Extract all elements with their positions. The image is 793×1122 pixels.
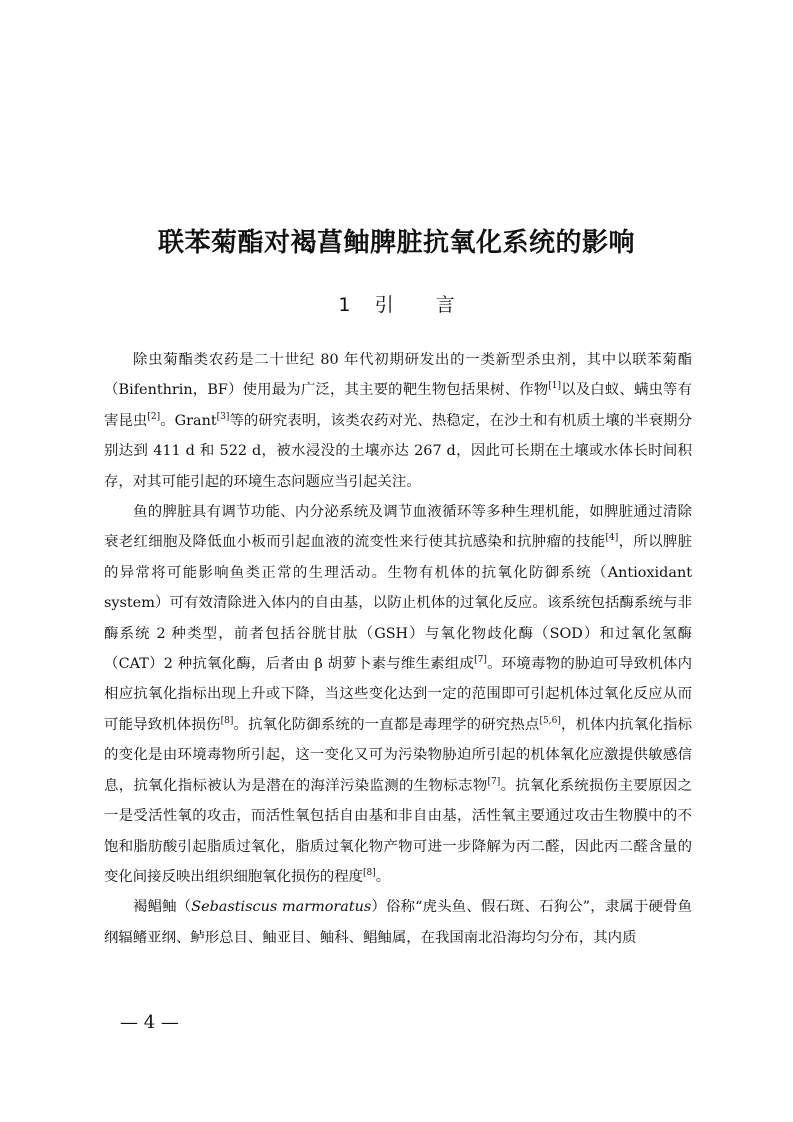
body-text xyxy=(104,345,692,953)
text-run: 除虫菊酯类农药是二十世纪 80 年代初期研发出的一类新型杀虫剂，其中以联苯菊酯（Bifenthrin，BF）使用最为广泛，其主要的靶生物包括果树、作物 xyxy=(104,352,692,399)
text-run: 。抗氧化防御系统的一直都是毒理学的研究热点 xyxy=(233,716,540,733)
section-heading-text: 引言 xyxy=(374,294,497,316)
text-run: ，机体内抗氧化指标的变化是由环境毒物所引起，这一变化又可为污染物胁迫所引起的机体氧化应激提供敏感信息，抗氧化指标被认为是潜在的海洋污染监测的生物标志物 xyxy=(104,716,692,794)
text-run: ）俗称“虎头鱼、假石斑、石狗公”，隶属于硬骨鱼纲辐鳍亚纲、鲈形总目、鲉亚目、鲉科、鲳鲉属，在我国南北沿海均匀分布，其内质 xyxy=(104,899,692,946)
text-run: 。环境毒物的胁迫可导致机体内相应抗氧化指标出现上升或下降，当这些变化达到一定的范围即可引起机体过氧化反应从而可能导致机体损伤 xyxy=(104,656,692,733)
citation-ref: [7] xyxy=(474,655,487,666)
citation-ref: [2] xyxy=(147,412,161,423)
citation-ref: [4] xyxy=(605,533,619,544)
text-run: ，所以脾脏的异常将可能影响鱼类正常的生理活动。生物有机体的抗氧化防御系统（Antioxidant system）可有效清除进入体内的自由基，以防止机体的过氧化反应。该系统包括酶系统与非酶系统 2 种类型，前者包括谷胱甘肽（GSH）与氧化物歧化酶（SOD）和过氧化氢酶（CAT）2 种抗氧化酶，后者由 β 胡萝卜素与维生素组成 xyxy=(104,534,692,673)
text-run: 等的研究表明，该类农药对光、热稳定，在沙土和有机质土壤的半衰期分别达到 411 d 和 522 d，被水浸没的土壤亦达 267 d，因此可长期在土壤或水体长时间积存，对其可能引起的环境生态问题应当引起关注。 xyxy=(104,412,692,490)
paper-title: 联苯菊酯对褐菖鲉脾脏抗氧化系统的影响 xyxy=(157,228,635,258)
text-run: 鱼的脾脏具有调节功能、内分泌系统及调节血液循环等多种生理机能，如脾脏通过清除衰老红细胞及降低血小板而引起血液的流变性来行使其抗感染和抗肿瘤的技能 xyxy=(104,504,692,551)
citation-ref: [1] xyxy=(548,381,562,392)
text-run: 。 xyxy=(375,868,391,885)
citation-ref: [7] xyxy=(487,776,501,787)
citation-ref: [8] xyxy=(363,868,376,879)
section-heading xyxy=(0,290,793,317)
paragraph xyxy=(104,892,692,953)
citation-ref: [8] xyxy=(220,716,234,727)
text-run: 。Grant xyxy=(160,412,217,429)
citation-ref: [3] xyxy=(216,412,230,423)
text-run: 。抗氧化系统损伤主要原因之一是受活性氧的攻击，而活性氧包括自由基和非自由基，活性氧主要通过攻击生物膜中的不饱和脂肪酸引起脂质过氧化，脂质过氧化物产物可进一步降解为丙二醛，因此丙二醛含量的变化间接反映出组织细胞氧化损伤的程度 xyxy=(104,777,692,885)
text-run: 以及白蚁、螨虫等有害昆虫 xyxy=(104,382,692,429)
species-name: Sebastiscus marmoratus xyxy=(191,899,372,916)
paragraph xyxy=(104,497,692,892)
citation-ref: [5,6] xyxy=(539,716,561,727)
text-run: 褐鲳鲉（ xyxy=(133,899,192,916)
page-number: — 4 — xyxy=(120,1012,179,1033)
paragraph xyxy=(104,345,692,497)
section-number: 1 xyxy=(338,294,351,316)
